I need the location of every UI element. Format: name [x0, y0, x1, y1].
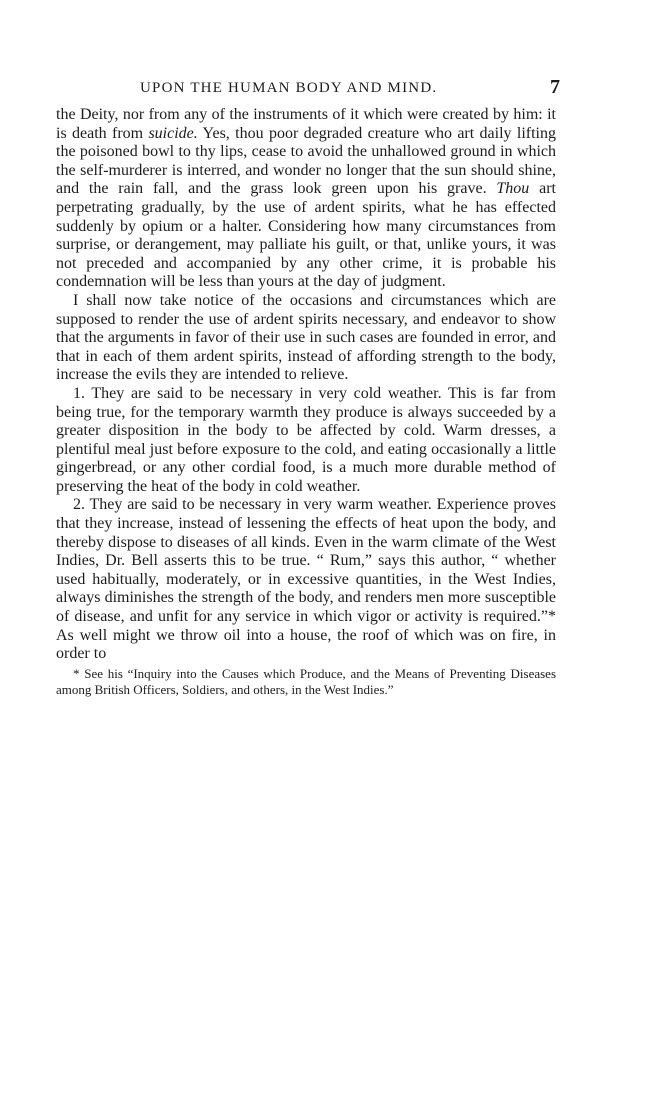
body-text	[56, 106, 556, 664]
running-title: UPON THE HUMAN BODY AND MIND.	[140, 80, 438, 96]
paragraph	[56, 496, 556, 663]
italic-text: suicide.	[148, 124, 198, 142]
paragraph	[56, 292, 556, 385]
footnote-text: * See his “Inquiry into the Causes which Produce, and the Means of Preventing Diseases among British Officers, Soldiers, and others, in the West Indies.”	[56, 665, 556, 697]
text-run: art perpetrating gradually, by the use of ardent spirits, what he has effected suddenly by opium or a halter. Considering how many circumstances from surprise, or derangement, may palliate his guilt, or that, unlike yours, it was not preceded and accompanied by any other crime, it is probable his condemnation will be less than yours at the day of judgment.	[56, 180, 557, 291]
text-run: 1. They are said to be necessary in very cold weather. This is far from being true, for the temporary warmth they produce is always succeeded by a greater disposition in the body to be affected by cold. Warm dresses, a plentiful meal just before exposure to the cold, and eating occasionally a little gingerbread, or any other cordial food, is a much more durable method of preserving the heat of the body in cold weather.	[56, 384, 556, 495]
text-run: 2. They are said to be necessary in very warm weather. Experience proves that they increase, instead of lessening the effects of heat upon the body, and thereby dispose to diseases of all kinds. Even in the warm climate of the West Indies, Dr. Bell asserts this to be true. “ Rum,” says this author, “ whether used habitually, moderately, or in excessive quantities, in the West Indies, always diminishes the strength of the body, and renders men more susceptible of disease, and unfit for any service in which vigor or activity is required.”* As well might we throw oil into a house, the roof of which was on fire, in order to	[56, 496, 556, 663]
italic-text: Thou	[496, 180, 530, 198]
book-page	[56, 76, 560, 698]
running-head	[56, 76, 560, 106]
footnote	[56, 666, 556, 698]
page-number: 7	[550, 76, 560, 98]
text-run: Yes, thou poor degraded creature who art daily lifting the poisoned bowl to thy lips, cease to avoid the unhallowed ground in which the self-murderer is interred, and wonder no longer that the sun should shine, and the rain fall, and the grass look green upon his grave.	[56, 124, 556, 198]
text-run: I shall now take notice of the occasions and circumstances which are supposed to render the use of ardent spirits necessary, and endeavor to show that the arguments in favor of their use in such cases are founded in error, and that in each of them ardent spirits, instead of affording strength to the body, increase the evils they are intended to relieve.	[56, 291, 556, 384]
text-run: the Deity, nor from any of the instruments of it which were created by him: it is death from	[56, 106, 556, 142]
paragraph	[56, 106, 556, 292]
paragraph	[56, 385, 556, 497]
